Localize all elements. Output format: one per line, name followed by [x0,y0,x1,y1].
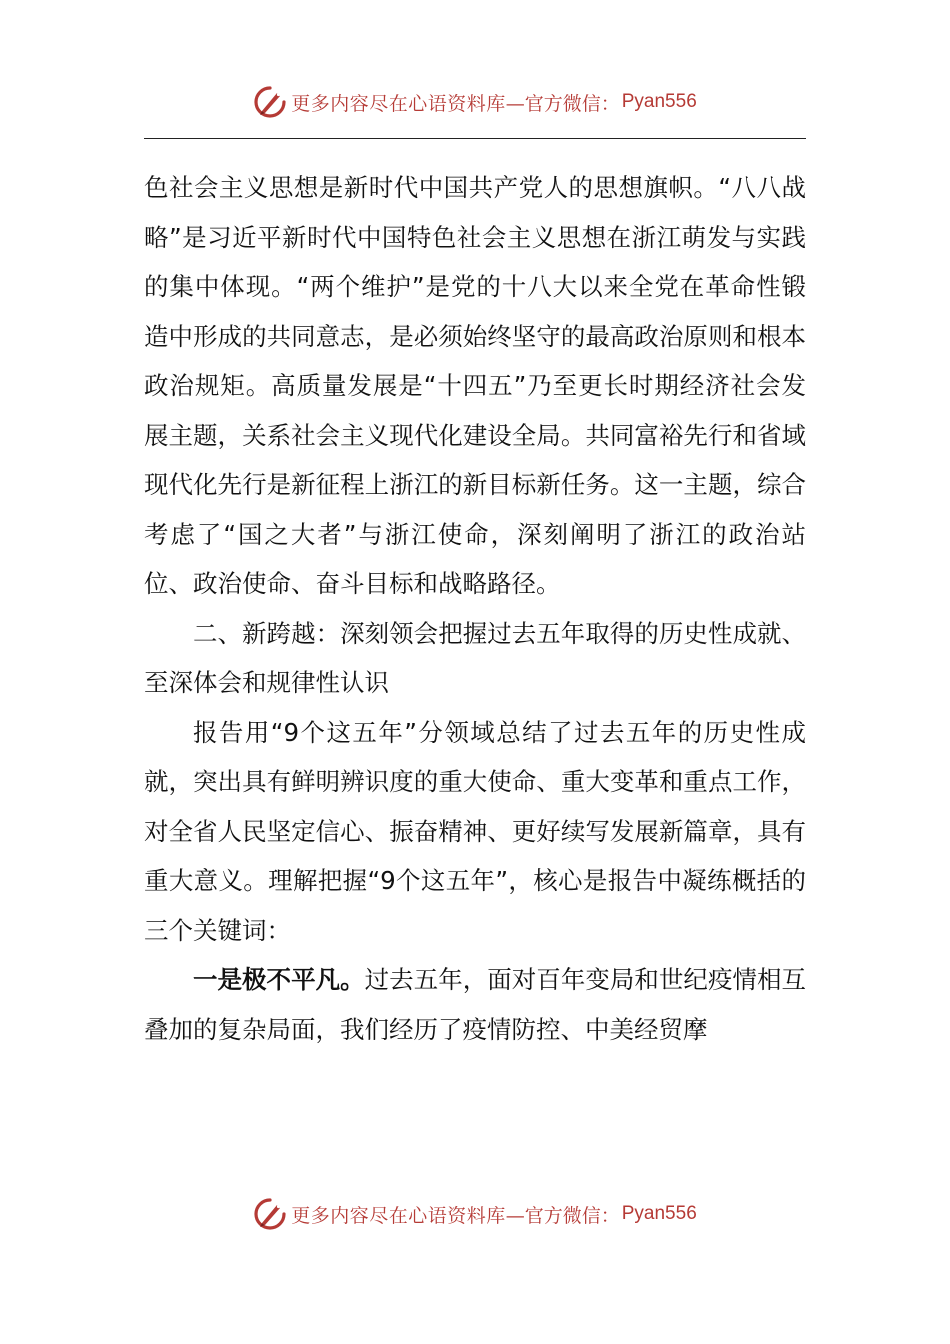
footer-wechat-id: Pyan556 [621,1203,697,1224]
header-banner-separator: —官方微信： [505,92,620,115]
footer-banner-separator: —官方微信： [505,1204,620,1227]
header-divider [144,138,806,139]
header-banner [0,82,950,122]
pen-circle-logo-icon [253,85,287,119]
section-heading: 二、新跨越：深刻领会把握过去五年取得的历史性成就、至深体会和规律性认识 [144,618,806,697]
header-banner-text: 更多内容尽在心语资料库 [291,92,506,115]
footer-banner [0,1194,950,1234]
pen-circle-logo-icon [253,1197,287,1231]
footer-banner-text: 更多内容尽在心语资料库 [291,1204,506,1227]
keyword-one-text: 过去五年，面对百年变局和世纪疫情相互叠加的复杂局面，我们经历了疫情防控、中美经贸摩 [144,965,807,1044]
keyword-bold-lead: 一是极不平凡。 [193,965,365,994]
paragraph-report-summary: 报告用“9个这五年”分领域总结了过去五年的历史性成就，突出具有鲜明辨识度的重大使命、重大变革和重点工作，对全省人民坚定信心、振奋精神、更好续写发展新篇章，具有重大意义。理解把握“9个这五年”，核心是报告中凝练概括的三个关键词： [144,717,806,945]
paragraph-keyword-one [144,955,806,1054]
paragraph-continuation: 色社会主义思想是新时代中国共产党人的思想旗帜。“八八战略”是习近平新时代中国特色社会主义思想在浙江萌发与实践的集中体现。“两个维护”是党的十八大以来全党在革命性锻造中形成的共同意志，是必须始终坚守的最高政治原则和根本政治规矩。高质量发展是“十四五”乃至更长时期经济社会发展主题，关系社会主义现代化建设全局。共同富裕先行和省域现代化先行是新征程上浙江的新目标新任务。这一主题，综合考虑了“国之大者”与浙江使命，深刻阐明了浙江的政治站位、政治使命、奋斗目标和战略路径。 [144,173,806,598]
header-wechat-id: Pyan556 [621,91,697,112]
document-body [144,163,806,1054]
